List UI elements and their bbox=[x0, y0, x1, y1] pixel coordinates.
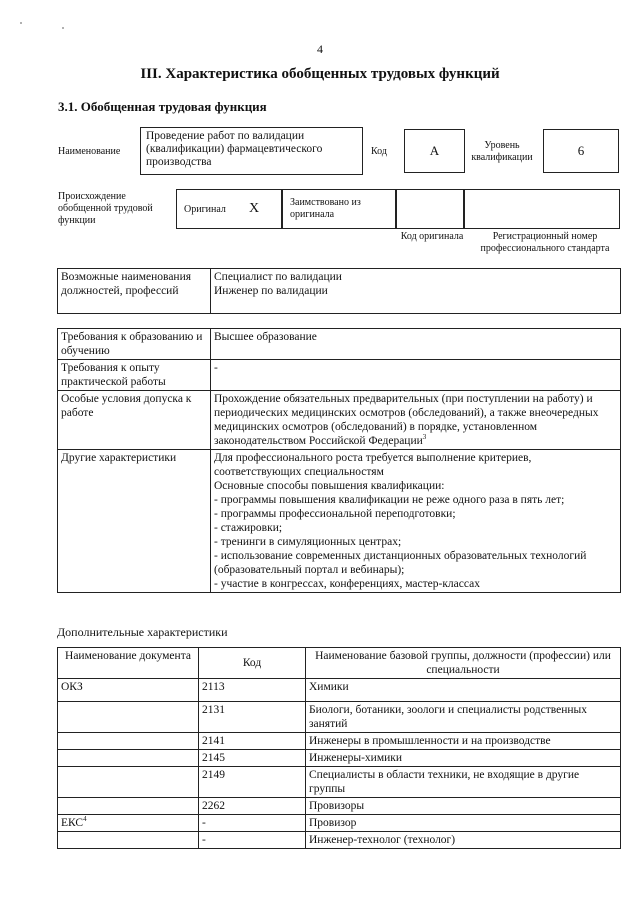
row-code: - bbox=[199, 815, 306, 832]
table-row bbox=[58, 733, 621, 750]
reg-number-cell bbox=[464, 189, 620, 229]
req-label: Требования к опыту практической работы bbox=[58, 360, 211, 391]
page-number: 4 bbox=[317, 42, 323, 56]
row-name: Инженеры-химики bbox=[306, 750, 621, 767]
row-code: 2141 bbox=[199, 733, 306, 750]
req-value bbox=[211, 391, 621, 450]
row-name: Химики bbox=[306, 679, 621, 702]
table-row bbox=[58, 679, 621, 702]
reg-number-caption: Регистрационный номер профессионального стандарта bbox=[480, 231, 610, 254]
code-original-cell bbox=[396, 189, 464, 229]
table-row bbox=[58, 832, 621, 849]
row-name: Провизоры bbox=[306, 798, 621, 815]
level-value: 6 bbox=[543, 129, 619, 173]
req-line: - участие в конгрессах, конференциях, мастер-классах bbox=[214, 578, 480, 590]
footnote-mark: 4 bbox=[83, 815, 87, 824]
origin-label: Происхождение обобщенной трудовой функции bbox=[58, 191, 153, 226]
original-cell bbox=[176, 189, 282, 229]
row-doc bbox=[58, 702, 199, 733]
row-doc bbox=[58, 767, 199, 798]
code-original-caption: Код оригинала bbox=[400, 231, 464, 242]
table-row bbox=[58, 767, 621, 798]
original-mark: X bbox=[249, 201, 260, 216]
scan-speck bbox=[20, 22, 22, 24]
scan-speck bbox=[62, 27, 64, 29]
row-code: 2262 bbox=[199, 798, 306, 815]
original-label: Оригинал bbox=[184, 204, 226, 215]
subsection-title: 3.1. Обобщенная трудовая функция bbox=[58, 99, 267, 114]
req-value: - bbox=[211, 360, 621, 391]
row-name: Провизор bbox=[306, 815, 621, 832]
level-label: Уровень квалификации bbox=[471, 140, 533, 163]
row-doc bbox=[58, 798, 199, 815]
positions-table bbox=[57, 268, 621, 314]
footnote-mark: 3 bbox=[422, 433, 427, 442]
row-doc: ОКЗ bbox=[58, 679, 199, 702]
req-line: - тренинги в симуляционных центрах; bbox=[214, 536, 402, 548]
row-name: Специалисты в области техники, не входящие в другие группы bbox=[306, 767, 621, 798]
section-title: III. Характеристика обобщенных трудовых функций bbox=[140, 66, 500, 82]
row-doc bbox=[58, 815, 199, 832]
name-value-box bbox=[140, 127, 363, 175]
position-item: Специалист по валидации bbox=[214, 271, 342, 283]
row-code: 2131 bbox=[199, 702, 306, 733]
row-name: Инженер-технолог (технолог) bbox=[306, 832, 621, 849]
col-header-name: Наименование базовой группы, должности (профессии) или специальности bbox=[306, 648, 621, 679]
req-label: Другие характеристики bbox=[58, 450, 211, 593]
name-label: Наименование bbox=[58, 146, 121, 157]
req-line: - программы профессиональной переподготовки; bbox=[214, 508, 456, 520]
req-line: Основные способы повышения квалификации: bbox=[214, 480, 445, 492]
col-header-code: Код bbox=[199, 648, 306, 679]
requirements-table bbox=[57, 328, 621, 593]
row-code: 2113 bbox=[199, 679, 306, 702]
req-text: Прохождение обязательных предварительных (при поступлении на работу) и периодических медицинских осмотров (обследований), а также внеочередных медицинских осмотров (обследований) в порядке, установленном законодательством Российской Федерации bbox=[214, 393, 599, 447]
row-name: Инженеры в промышленности и на производстве bbox=[306, 733, 621, 750]
row-doc-text: ЕКС bbox=[61, 817, 84, 829]
row-doc bbox=[58, 750, 199, 767]
row-code: - bbox=[199, 832, 306, 849]
name-value: Проведение работ по валидации (квалификации) фармацевтического производства bbox=[146, 130, 323, 168]
additional-table bbox=[57, 647, 621, 849]
row-doc bbox=[58, 832, 199, 849]
position-item: Инженер по валидации bbox=[214, 285, 328, 297]
req-line: - программы повышения квалификации не реже одного раза в пять лет; bbox=[214, 494, 565, 506]
table-row bbox=[58, 815, 621, 832]
req-label: Требования к образованию и обучению bbox=[58, 329, 211, 360]
req-line: - использование современных дистанционных образовательных технологий (образовательный портал и вебинары); bbox=[214, 550, 587, 576]
req-value: Высшее образование bbox=[211, 329, 621, 360]
table-row bbox=[58, 702, 621, 733]
positions-values bbox=[211, 269, 621, 314]
additional-title: Дополнительные характеристики bbox=[57, 625, 228, 639]
code-label: Код bbox=[371, 146, 387, 157]
col-header-doc: Наименование документа bbox=[58, 648, 199, 679]
req-label: Особые условия допуска к работе bbox=[58, 391, 211, 450]
req-line: Для профессионального роста требуется выполнение критериев, соответствующих специальностям bbox=[214, 452, 532, 478]
req-line: - стажировки; bbox=[214, 522, 283, 534]
borrowed-label: Заимствовано из оригинала bbox=[290, 197, 361, 220]
table-row bbox=[58, 798, 621, 815]
positions-label: Возможные наименования должностей, профессий bbox=[58, 269, 211, 314]
table-row bbox=[58, 750, 621, 767]
code-value: А bbox=[404, 129, 465, 173]
row-code: 2149 bbox=[199, 767, 306, 798]
req-value bbox=[211, 450, 621, 593]
borrowed-cell bbox=[282, 189, 396, 229]
row-code: 2145 bbox=[199, 750, 306, 767]
row-name: Биологи, ботаники, зоологи и специалисты родственных занятий bbox=[306, 702, 621, 733]
row-doc bbox=[58, 733, 199, 750]
